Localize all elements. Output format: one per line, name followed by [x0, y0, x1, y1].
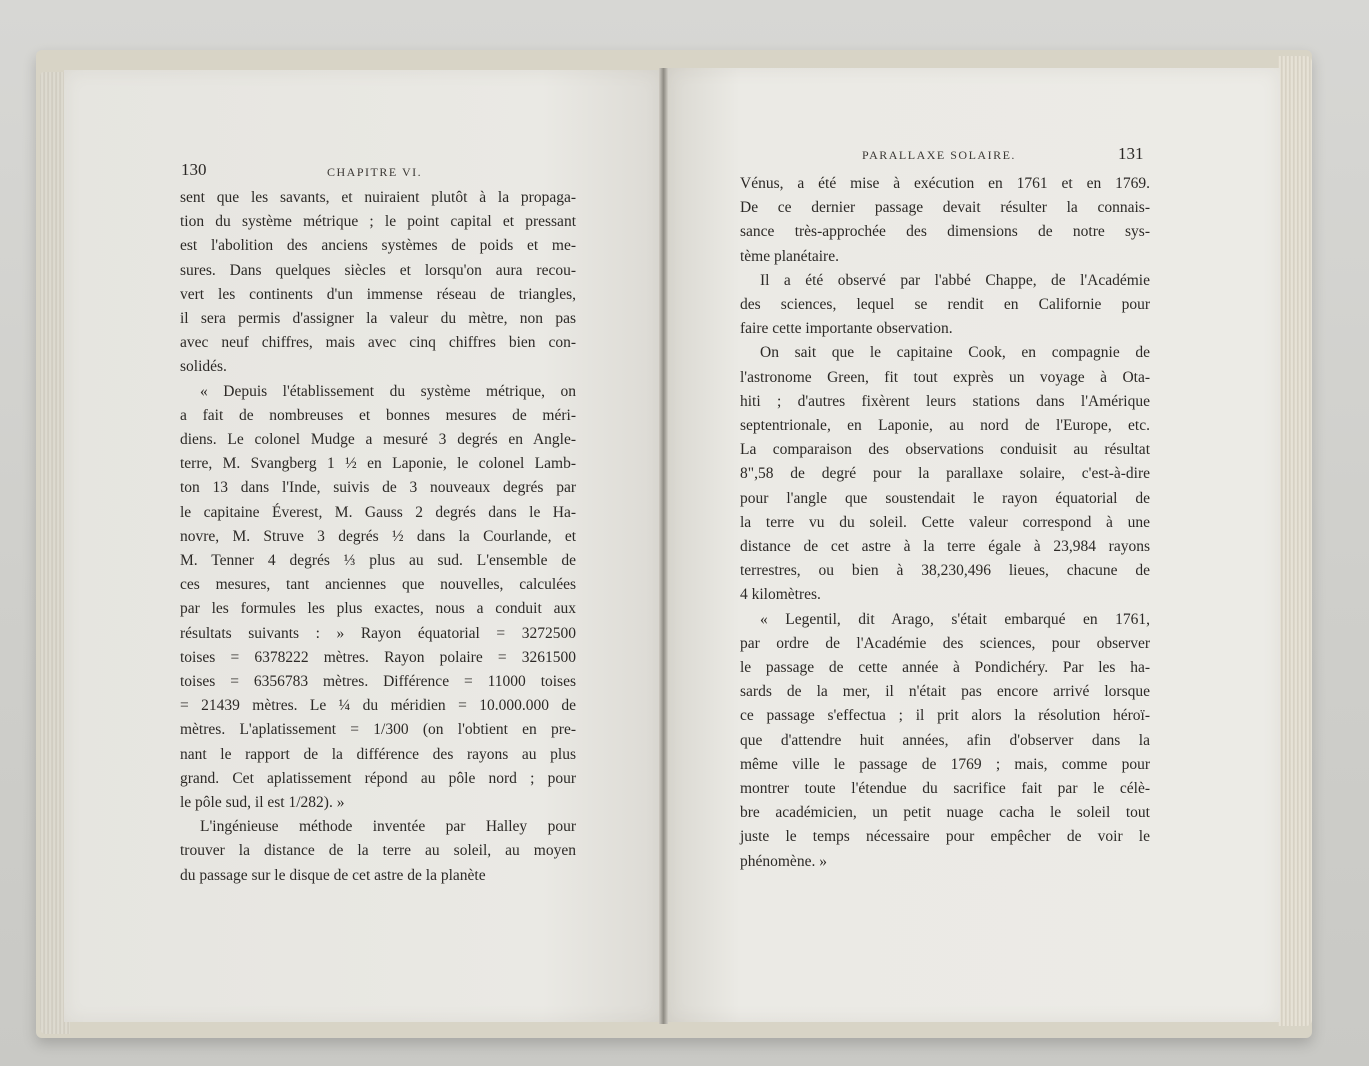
text-line: le passage de cette année à Pondichéry. Par les ha-: [740, 659, 1150, 677]
text-line: « Legentil, dit Arago, s'était embarqué en 1761,: [760, 610, 1150, 628]
text-line: ce passage s'effectua ; il prit alors la résolution héroï-: [740, 707, 1150, 725]
text-line: le capitaine Éverest, M. Gauss 2 degrés dans le Ha-: [180, 503, 576, 521]
text-line: par ordre de l'Académie des sciences, pour observer: [740, 634, 1150, 652]
text-line: grand. Cet aplatissement répond au pôle nord ; pour: [180, 769, 576, 787]
text-line: que d'attendre huit années, afin d'observer dans la: [740, 731, 1150, 749]
book-gutter: [659, 68, 668, 1024]
text-line: juste le temps nécessaire pour empêcher de voir le: [740, 828, 1150, 846]
text-line: par les formules les plus exactes, nous a conduit aux: [180, 600, 576, 618]
text-line: du passage sur le disque de cet astre de la planète: [180, 866, 486, 884]
text-line: sent que les savants, et nuiraient plutôt à la propaga-: [180, 189, 576, 206]
text-line: avec neuf chiffres, mais avec cinq chiffres bien con-: [180, 334, 576, 352]
text-line: il sera permis d'assigner la valeur du mètre, non pas: [180, 310, 576, 328]
text-line: Il a été observé par l'abbé Chappe, de l'Académie: [760, 271, 1150, 289]
left-running-head: CHAPITRE VI.: [327, 165, 423, 179]
text-line: tion du système métrique ; le point capital et pressant: [180, 213, 576, 231]
text-line: nant le rapport de la différence des rayons au plus: [180, 745, 576, 763]
text-line: distance de cet astre à la terre égale à 23,984 rayons: [740, 538, 1150, 556]
text-line: novre, M. Struve 3 degrés ½ dans la Courlande, et: [180, 527, 576, 545]
text-line: ton 13 dans l'Inde, suivis de 3 nouveaux degrés par: [180, 479, 576, 497]
text-line: On sait que le capitaine Cook, en compagnie de: [760, 344, 1150, 362]
text-line: L'ingénieuse méthode inventée par Halley pour: [200, 818, 576, 836]
text-line: « Depuis l'établissement du système métrique, on: [200, 382, 576, 400]
text-line: montrer toute l'étendue du sacrifice fait par le célè-: [740, 780, 1150, 798]
text-line: septentrionale, en Laponie, au nord de l'Europe, etc.: [740, 417, 1150, 435]
text-line: solidés.: [180, 358, 227, 376]
text-line: phénomène. »: [740, 852, 827, 870]
text-line: sures. Dans quelques siècles et lorsqu'on aura recou-: [180, 261, 576, 279]
text-line: La comparaison des observations conduisit au résultat: [740, 441, 1150, 459]
text-line: mètres. L'aplatissement = 1/300 (on l'obtient en pre-: [180, 721, 576, 739]
page-edges-right: [1278, 56, 1312, 1026]
text-line: toises = 6356783 mètres. Différence = 11000 toises: [180, 673, 576, 691]
text-line: Vénus, a été mise à exécution en 1761 et en 1769.: [740, 175, 1150, 192]
text-line: vert les continents d'un immense réseau de triangles,: [180, 285, 576, 303]
text-line: a fait de nombreuses et bonnes mesures de méri-: [180, 406, 576, 424]
right-running-head: PARALLAXE SOLAIRE.: [862, 148, 1016, 162]
text-line: est l'abolition des anciens systèmes de poids et me-: [180, 237, 576, 255]
right-page-number: 131: [1118, 144, 1144, 163]
text-line: bre académicien, un petit nuage cacha le soleil tout: [740, 804, 1150, 822]
text-line: résultats suivants : » Rayon équatorial = 3272500: [180, 624, 576, 642]
text-line: des sciences, lequel se rendit en Californie pour: [740, 296, 1150, 314]
text-line: 8",58 de degré pour la parallaxe solaire, c'est-à-dire: [740, 465, 1150, 483]
text-line: 4 kilomètres.: [740, 586, 821, 604]
text-line: sards de la mer, il n'était pas encore arrivé lorsque: [740, 683, 1150, 701]
text-line: la terre vu du soleil. Cette valeur correspond à une: [740, 513, 1150, 531]
text-line: le pôle sud, il est 1/282). »: [180, 794, 345, 812]
left-page-text: [180, 186, 576, 888]
text-line: pour l'angle que soustendait le rayon équatorial de: [740, 489, 1150, 507]
text-line: hiti ; d'autres fixèrent leurs stations dans l'Amérique: [740, 392, 1150, 410]
text-line: = 21439 mètres. Le ¼ du méridien = 10.000.000 de: [180, 697, 576, 715]
text-line: terrestres, ou bien à 38,230,496 lieues, chacune de: [740, 562, 1150, 580]
text-line: l'astronome Green, fit tout exprès un voyage à Ota-: [740, 368, 1150, 386]
text-line: faire cette importante observation.: [740, 320, 953, 338]
text-line: terre, M. Svangberg 1 ½ en Laponie, le colonel Lamb-: [180, 455, 576, 473]
text-line: toises = 6378222 mètres. Rayon polaire = 3261500: [180, 648, 576, 666]
text-line: M. Tenner 4 degrés ⅓ plus au sud. L'ensemble de: [180, 552, 576, 570]
right-page-text: [740, 172, 1150, 874]
text-line: même ville le passage de 1769 ; mais, comme pour: [740, 755, 1150, 773]
text-line: tème planétaire.: [740, 247, 839, 265]
text-line: trouver la distance de la terre au soleil, au moyen: [180, 842, 576, 860]
text-line: ces mesures, tant anciennes que nouvelles, calculées: [180, 576, 576, 594]
text-line: De ce dernier passage devait résulter la connais-: [740, 199, 1150, 217]
text-line: diens. Le colonel Mudge a mesuré 3 degrés en Angle-: [180, 431, 576, 449]
left-page-number: 130: [181, 160, 207, 179]
text-line: sance très-approchée des dimensions de notre sys-: [740, 223, 1150, 241]
